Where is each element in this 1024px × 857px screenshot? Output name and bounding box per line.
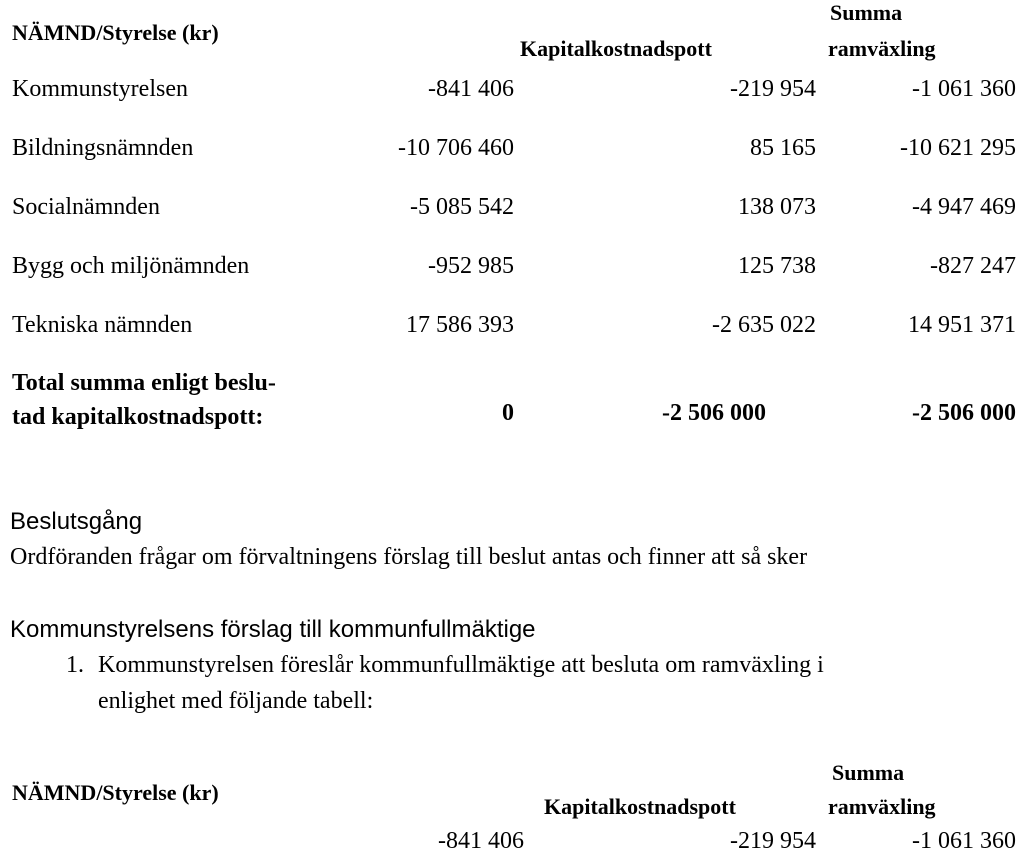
beslutsgang-heading: Beslutsgång xyxy=(10,508,143,535)
total-value-kapital: -2 506 000 xyxy=(662,400,766,426)
row-value-summa: -1 061 360 xyxy=(912,828,1016,854)
row-value-kapital: 138 073 xyxy=(738,194,816,220)
table2-header-name: NÄMND/Styrelse (kr) xyxy=(12,780,219,805)
row-value-1: -952 985 xyxy=(428,253,514,279)
table1-header-name: NÄMND/Styrelse (kr) xyxy=(12,20,219,45)
row-name: Kommunstyrelsen xyxy=(12,76,188,102)
table2-header-summa: Summa xyxy=(832,760,905,785)
row-name: Bildningsnämnden xyxy=(12,135,194,161)
row-value-1: -841 406 xyxy=(438,828,524,854)
row-value-kapital: 85 165 xyxy=(750,135,816,161)
total-label-line1: Total summa enligt beslu- xyxy=(12,370,276,396)
list-item-number: 1. xyxy=(66,652,84,678)
forslag-heading: Kommunstyrelsens förslag till kommunfullmäktige xyxy=(10,616,536,643)
list-item-line2: enlighet med följande tabell: xyxy=(98,688,374,714)
row-value-summa: 14 951 371 xyxy=(908,312,1016,338)
row-value-1: 17 586 393 xyxy=(406,312,514,338)
table1-header-ramvaxling: ramväxling xyxy=(828,36,936,61)
row-value-1: -5 085 542 xyxy=(410,194,514,220)
row-name: Bygg och miljönämnden xyxy=(12,253,250,279)
list-item-line1: Kommunstyrelsen föreslår kommunfullmäktige att besluta om ramväxling i xyxy=(98,652,824,678)
row-value-summa: -1 061 360 xyxy=(912,76,1016,102)
row-value-summa: -10 621 295 xyxy=(900,135,1016,161)
row-name: Socialnämnden xyxy=(12,194,160,220)
row-value-summa: -827 247 xyxy=(930,253,1016,279)
row-value-kapital: -2 635 022 xyxy=(712,312,816,338)
row-value-kapital: -219 954 xyxy=(730,828,816,854)
table2-header-kapital: Kapitalkostnadspott xyxy=(544,794,736,819)
row-value-1: -841 406 xyxy=(428,76,514,102)
beslutsgang-text: Ordföranden frågar om förvaltningens förslag till beslut antas och finner att så sker xyxy=(10,544,808,570)
table1-header-kapital: Kapitalkostnadspott xyxy=(520,36,712,61)
row-value-kapital: 125 738 xyxy=(738,253,816,279)
row-value-kapital: -219 954 xyxy=(730,76,816,102)
table1-header-summa: Summa xyxy=(830,0,903,25)
total-label-line2: tad kapitalkostnadspott: xyxy=(12,404,264,430)
total-value-summa: -2 506 000 xyxy=(912,400,1016,426)
table2-header-ramvaxling: ramväxling xyxy=(828,794,936,819)
row-value-1: -10 706 460 xyxy=(398,135,514,161)
row-name: Tekniska nämnden xyxy=(12,312,193,338)
row-value-summa: -4 947 469 xyxy=(912,194,1016,220)
total-value-1: 0 xyxy=(502,400,514,426)
